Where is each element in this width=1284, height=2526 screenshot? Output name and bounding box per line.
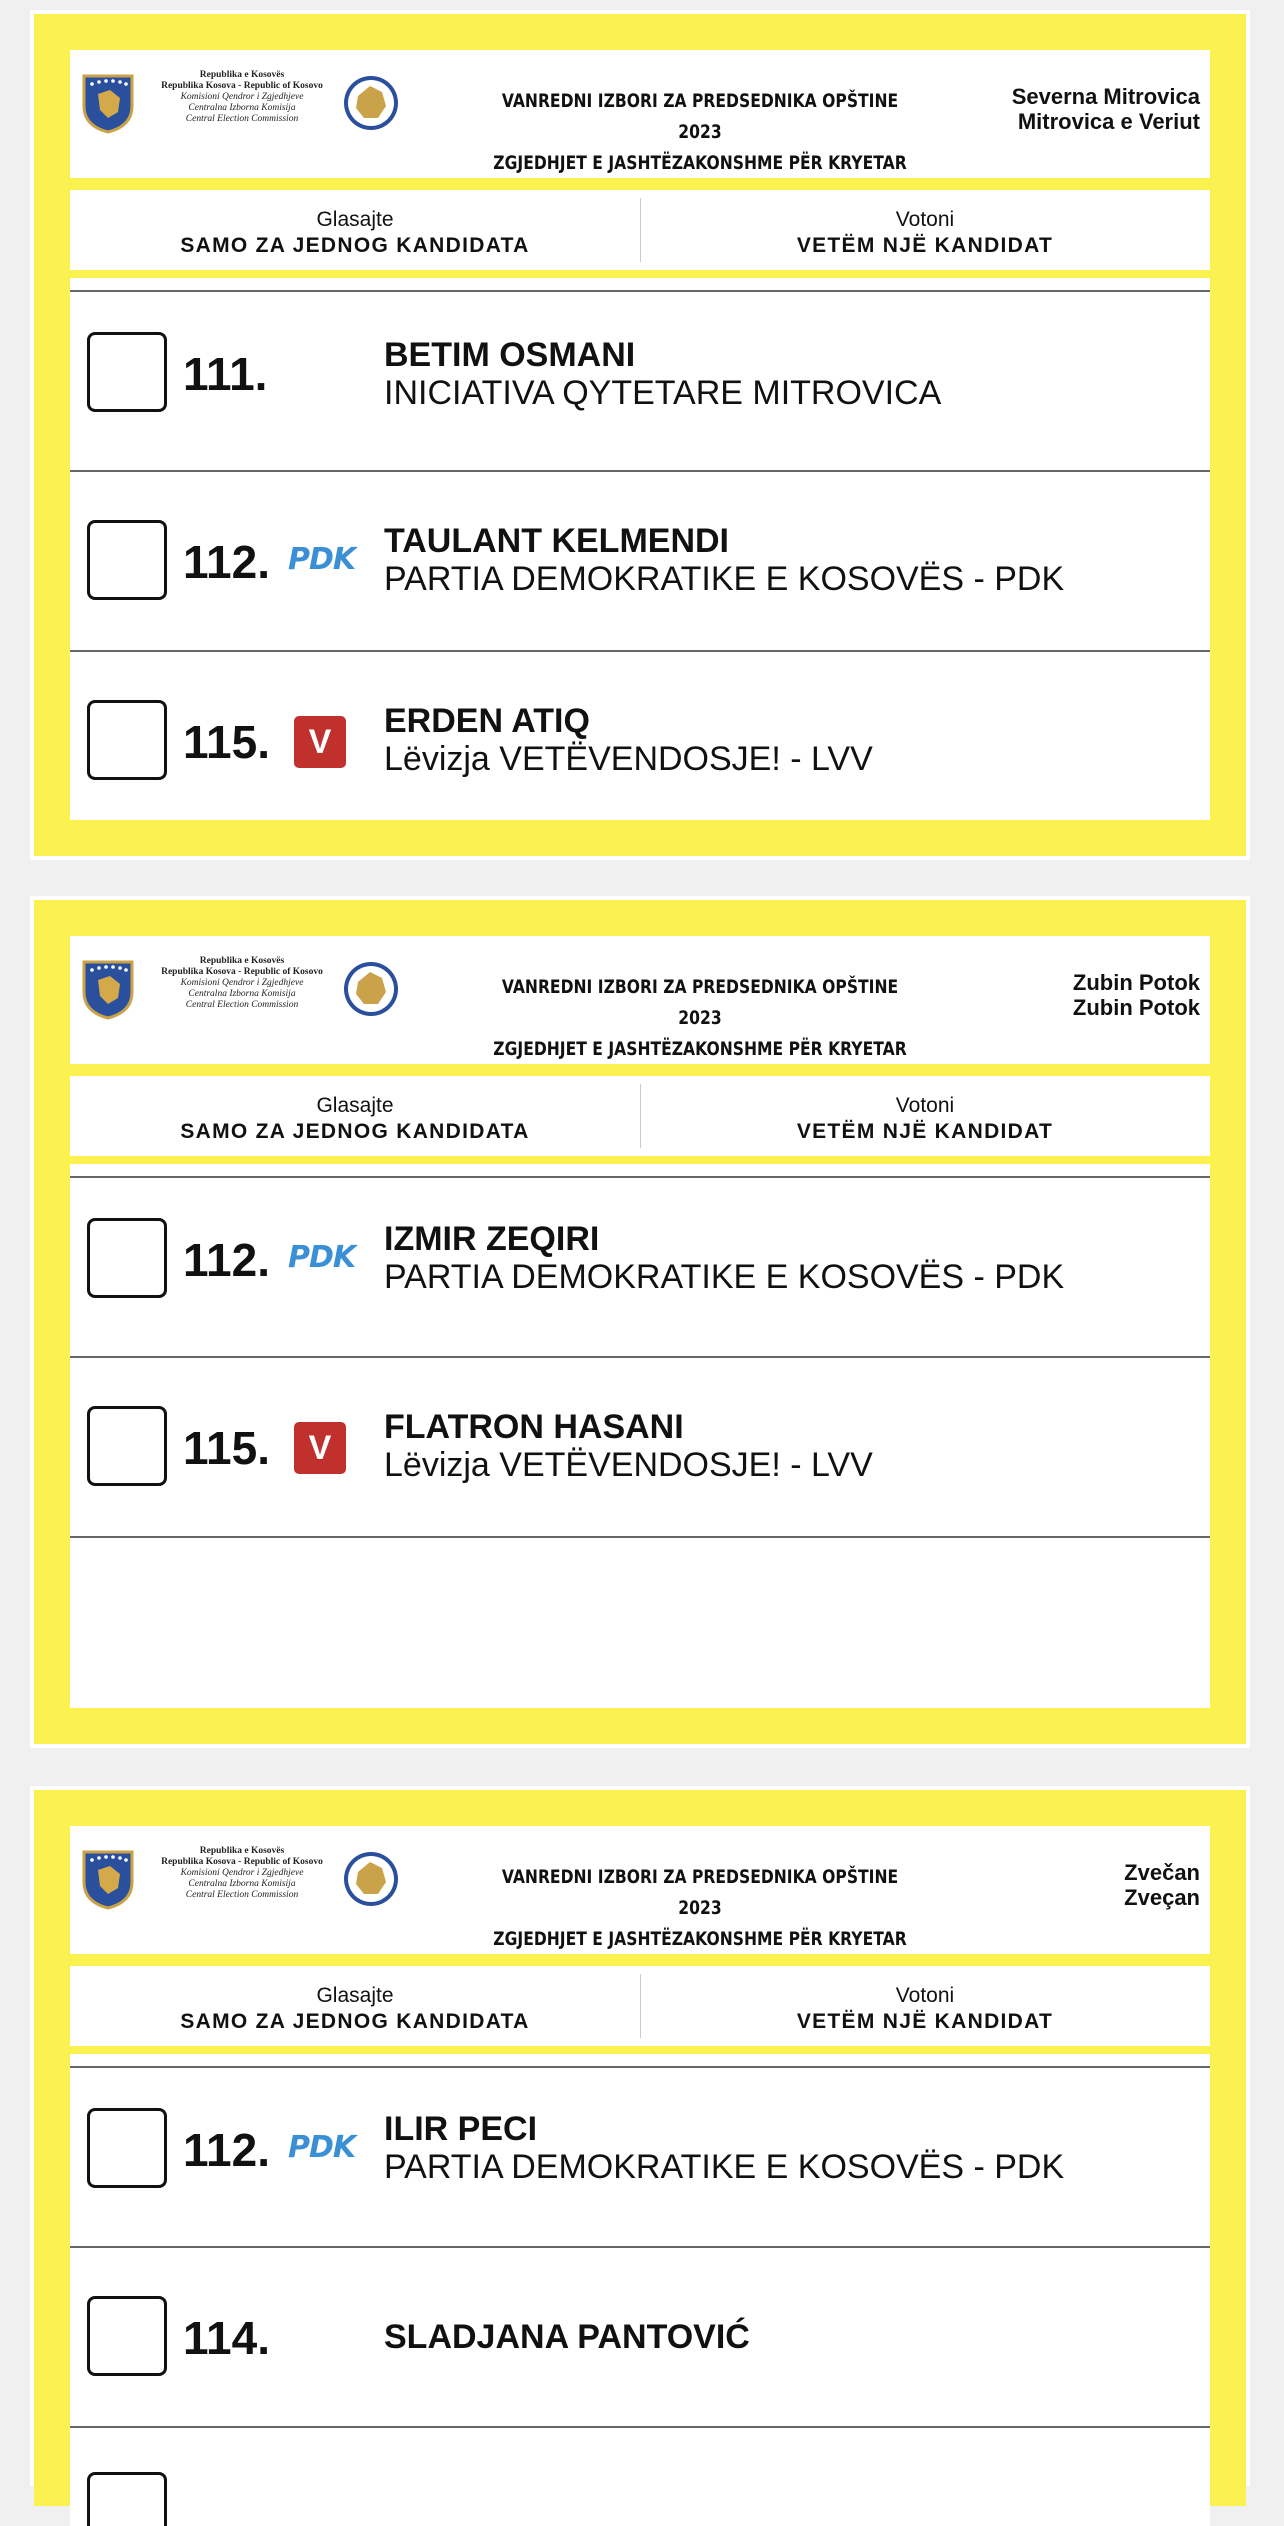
cec-line: Centralna Izborna Komisija: [188, 103, 296, 113]
candidate-party: PARTIA DEMOKRATIKE E KOSOVËS - PDK: [384, 560, 1065, 598]
instruction-small: Votoni: [895, 1094, 955, 1117]
candidate-party: Lëvizja VETËVENDOSJE! - LVV: [384, 1446, 873, 1484]
divider: [70, 1064, 1210, 1076]
vote-checkbox[interactable]: [87, 2472, 167, 2526]
candidate-name: IZMIR ZEQIRI: [384, 1220, 600, 1258]
municipality-name: [1073, 970, 1200, 1020]
cec-line: Republika Kosova - Republic of Kosovo: [161, 967, 323, 977]
candidate-row[interactable]: [70, 2428, 1210, 2526]
kosovo-coat-of-arms-icon: [80, 72, 136, 134]
cec-line: Komisioni Qendror i Zgjedhjeve: [180, 1868, 304, 1878]
instruction-small: Glasajte: [316, 1984, 394, 2007]
voting-instructions: [70, 190, 1210, 270]
candidate-number: 112.: [183, 2124, 270, 2176]
candidate-number: 112.: [183, 536, 270, 588]
ballot-border: [34, 900, 1246, 1744]
candidate-number: 115.: [183, 716, 270, 768]
election-title-line2: ZGJEDHJET E JASHTËZAKONSHME PËR KRYETAR: [493, 1038, 907, 1060]
instruction-big: VETËM NJË KANDIDAT: [796, 2010, 1054, 2033]
instruction-big: SAMO ZA JEDNOG KANDIDATA: [180, 234, 530, 257]
ballot-header: [70, 1826, 1210, 1954]
candidate-party: Lëvizja VETËVENDOSJE! - LVV: [384, 740, 873, 778]
divider: [70, 1536, 1210, 1538]
candidate-row[interactable]: [70, 652, 1210, 820]
pdk-logo-icon: PDK: [288, 2130, 356, 2165]
instructions-albanian: [640, 1076, 1210, 1156]
candidate-name: ERDEN ATIQ: [384, 702, 590, 740]
candidate-name: SLADJANA PANTOVIĆ: [384, 2318, 750, 2356]
cec-line: Central Election Commission: [185, 114, 299, 124]
cec-name-block: [142, 1846, 342, 1901]
candidate-party: INICIATIVA QYTETARE MITROVICA: [384, 374, 942, 412]
cec-line: Central Election Commission: [185, 1000, 299, 1010]
vote-checkbox[interactable]: [87, 2108, 167, 2188]
election-title-line1: VANREDNI IZBORI ZA PREDSEDNIKA OPŠTINE 2023: [501, 1866, 899, 1919]
instructions-albanian: [640, 1966, 1210, 2046]
divider: [70, 178, 1210, 190]
ballot-border: [34, 1790, 1246, 2506]
candidate-name: TAULANT KELMENDI: [384, 522, 729, 560]
cec-line: Republika Kosova - Republic of Kosovo: [161, 1857, 323, 1867]
municipality-line2: Zubin Potok: [1072, 995, 1200, 1020]
candidate-row[interactable]: [70, 1358, 1210, 1538]
divider: [70, 270, 1210, 278]
instruction-small: Votoni: [895, 1984, 955, 2007]
cec-line: Komisioni Qendror i Zgjedhjeve: [180, 92, 304, 102]
candidate-number: 111.: [183, 348, 268, 400]
divider: [70, 1954, 1210, 1966]
cec-line: Republika e Kosovës: [199, 956, 285, 966]
candidate-name: BETIM OSMANI: [384, 336, 636, 374]
instruction-big: SAMO ZA JEDNOG KANDIDATA: [180, 1120, 530, 1143]
candidate-name: FLATRON HASANI: [384, 1408, 684, 1446]
pdk-logo-icon: PDK: [288, 1240, 356, 1275]
cec-name-block: [142, 956, 342, 1011]
cec-line: Centralna Izborna Komisija: [188, 989, 296, 999]
municipality-name: [1124, 1860, 1200, 1910]
kosovo-map-emblem-icon: [342, 1850, 400, 1908]
candidate-party: PARTIA DEMOKRATIKE E KOSOVËS - PDK: [384, 2148, 1065, 2186]
candidate-name: ILIR PECI: [384, 2110, 538, 2148]
ballot-zvecan: [30, 1786, 1250, 2486]
cec-line: Komisioni Qendror i Zgjedhjeve: [180, 978, 304, 988]
cec-line: Republika e Kosovës: [199, 1846, 285, 1856]
lvv-logo-icon: V: [294, 1422, 346, 1474]
cec-line: Central Election Commission: [185, 1890, 299, 1900]
cec-line: Republika e Kosovës: [199, 70, 285, 80]
candidate-row[interactable]: [70, 1178, 1210, 1358]
municipality-name: [1012, 84, 1200, 134]
ballot-panel: [70, 50, 1210, 820]
municipality-line1: Zubin Potok: [1072, 970, 1200, 995]
ballot-header: [70, 50, 1210, 178]
municipality-line1: Zvečan: [1124, 1860, 1200, 1885]
vote-checkbox[interactable]: [87, 2296, 167, 2376]
instruction-small: Glasajte: [316, 1094, 394, 1117]
voting-instructions: [70, 1966, 1210, 2046]
vote-checkbox[interactable]: [87, 1218, 167, 1298]
candidate-row[interactable]: [70, 2248, 1210, 2428]
vote-checkbox[interactable]: [87, 520, 167, 600]
instructions-serbian: [70, 1076, 640, 1156]
candidate-number: 114.: [183, 2312, 270, 2364]
election-title-line2: ZGJEDHJET E JASHTËZAKONSHME PËR KRYETAR: [493, 1928, 907, 1950]
kosovo-map-emblem-icon: [342, 74, 400, 132]
instruction-big: VETËM NJË KANDIDAT: [796, 234, 1054, 257]
vote-checkbox[interactable]: [87, 332, 167, 412]
candidate-row[interactable]: [70, 472, 1210, 652]
vote-checkbox[interactable]: [87, 1406, 167, 1486]
divider: [70, 2046, 1210, 2054]
instruction-big: VETËM NJË KANDIDAT: [796, 1120, 1054, 1143]
candidate-number: 115.: [183, 1422, 270, 1474]
instructions-albanian: [640, 190, 1210, 270]
kosovo-coat-of-arms-icon: [80, 958, 136, 1020]
instructions-serbian: [70, 190, 640, 270]
ballot-border: [34, 14, 1246, 856]
voting-instructions: [70, 1076, 1210, 1156]
instruction-small: Votoni: [895, 208, 955, 231]
cec-line: Centralna Izborna Komisija: [188, 1879, 296, 1889]
ballot-header: [70, 936, 1210, 1064]
ballot-zubin-potok: [30, 896, 1250, 1748]
instructions-serbian: [70, 1966, 640, 2046]
kosovo-coat-of-arms-icon: [80, 1848, 136, 1910]
ballot-panel: [70, 936, 1210, 1708]
election-title-line1: VANREDNI IZBORI ZA PREDSEDNIKA OPŠTINE 2023: [501, 90, 899, 143]
vote-checkbox[interactable]: [87, 700, 167, 780]
municipality-line2: Zveçan: [1124, 1885, 1200, 1910]
candidate-number: 112.: [183, 1234, 270, 1286]
election-title-line1: VANREDNI IZBORI ZA PREDSEDNIKA OPŠTINE 2023: [501, 976, 899, 1029]
cec-line: Republika Kosova - Republic of Kosovo: [161, 81, 323, 91]
divider: [70, 1156, 1210, 1164]
kosovo-map-emblem-icon: [342, 960, 400, 1018]
municipality-line1: Severna Mitrovica: [1011, 84, 1200, 109]
ballot-severna-mitrovica: [30, 10, 1250, 860]
instruction-small: Glasajte: [316, 208, 394, 231]
candidate-row[interactable]: [70, 2068, 1210, 2248]
pdk-logo-icon: PDK: [288, 542, 356, 577]
municipality-line2: Mitrovica e Veriut: [1017, 109, 1200, 134]
cec-name-block: [142, 70, 342, 125]
candidate-party: PARTIA DEMOKRATIKE E KOSOVËS - PDK: [384, 1258, 1065, 1296]
ballot-panel: [70, 1826, 1210, 2526]
candidate-row[interactable]: [70, 292, 1210, 472]
election-title-line2: ZGJEDHJET E JASHTËZAKONSHME PËR KRYETAR: [493, 152, 907, 174]
instruction-big: SAMO ZA JEDNOG KANDIDATA: [180, 2010, 530, 2033]
lvv-logo-icon: V: [294, 716, 346, 768]
